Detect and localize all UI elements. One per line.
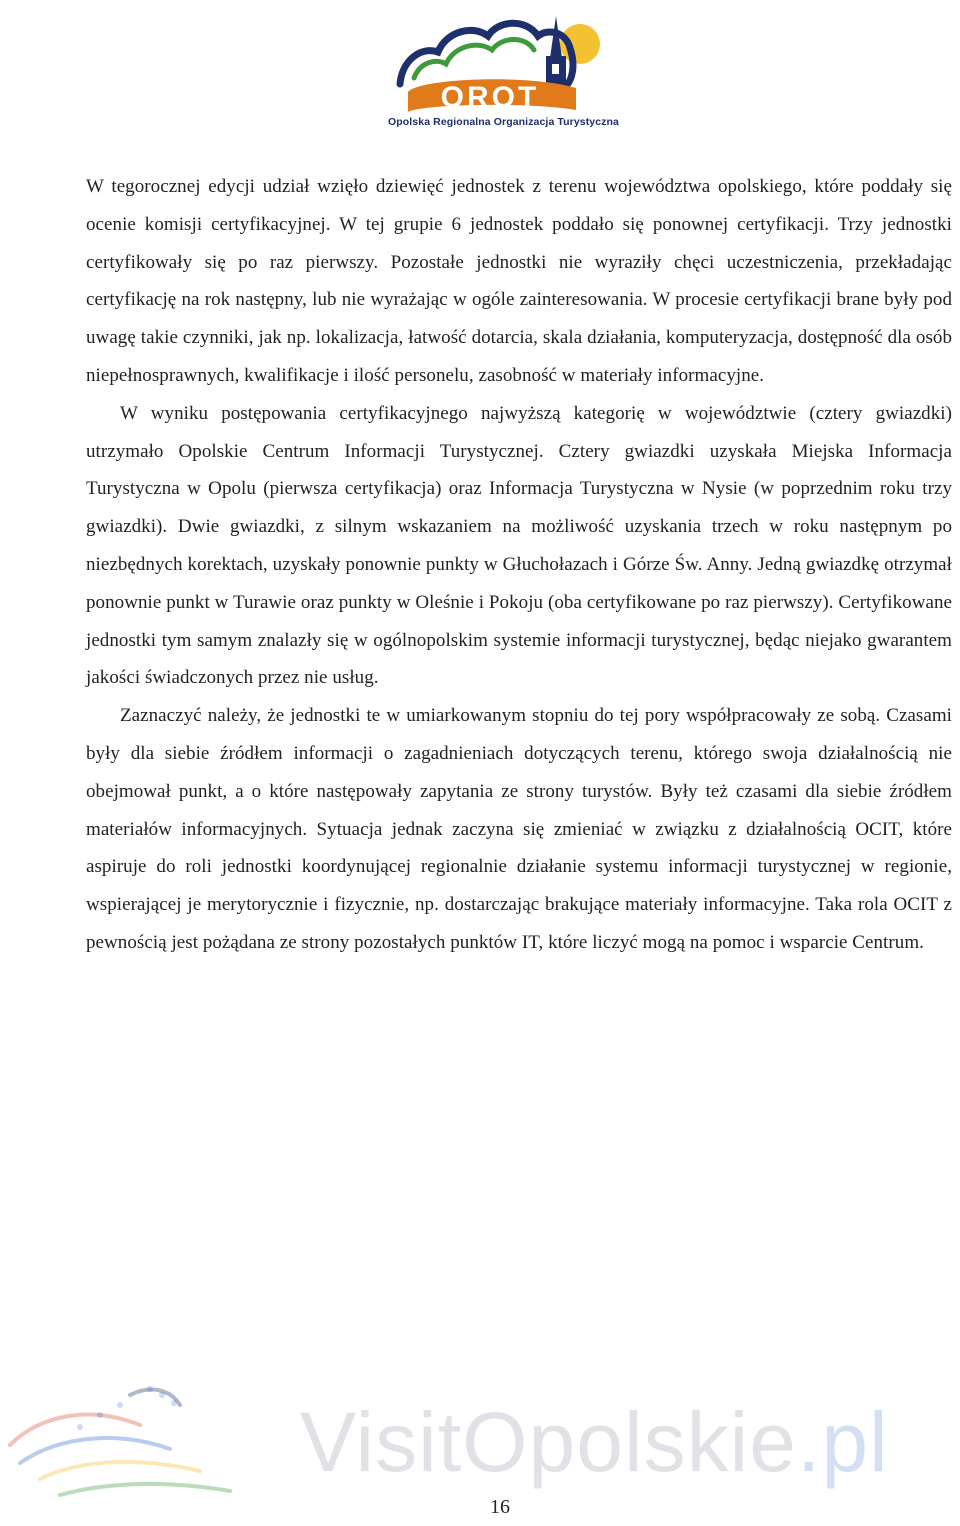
decorative-swirl-icon (0, 1375, 300, 1521)
paragraph: Zaznaczyć należy, że jednostki te w umiarkowanym stopniu do tej pory współpracowały ze sobą. Czasami były dla siebie źródłem informacji o zagadnieniach dotyczących terenu, którego swoja działalnością nie obejmował punkt, a o które następowały zapytania ze strony turystów. Były też czasami dla siebie źródłem materiałów informacyjnych. Sytuacja jednak zaczyna się zmieniać w związku z działalnością OCIT, które aspiruje do roli jednostki koordynującej regionalnie działanie systemu informacji turystycznej w regionie, wspierającej je merytorycznie i fizycznie, np. dostarczając brakujące materiały informacyjne. Taka rola OCIT z pewnością jest pożądana ze strony pozostałych punktów IT, które liczyć mogą na pomoc i wsparcie Centrum. (86, 705, 952, 953)
document-body (86, 168, 952, 962)
paragraph: W wyniku postępowania certyfikacyjnego najwyższą kategorię w województwie (cztery gwiazdki) utrzymało Opolskie Centrum Informacji Turystycznej. Cztery gwiazdki uzyskała Miejska Informacja Turystyczna w Opolu (pierwsza certyfikacja) oraz Informacja Turystyczna w Nysie (w poprzednim roku trzy gwiazdki). Dwie gwiazdki, z silnym wskazaniem na możliwość uzyskania trzech w roku następnym po niezbędnych korektach, uzyskały ponownie punkty w Głuchołazach i Górze Św. Anny. Jedną gwiazdkę otrzymał ponownie punkt w Turawie oraz punkty w Oleśnie i Pokoju (oba certyfikowane po raz pierwszy). Certyfikowane jednostki tym samym znalazły się w ogólnopolskim systemie informacji turystycznej, będąc niejako gwarantem jakości świadczonych przez nie usług. (86, 402, 952, 689)
watermark-text: VisitOpolskie.pl (300, 1395, 889, 1489)
logo-wordmark: OROT (440, 81, 540, 114)
green-swoosh (414, 40, 534, 79)
paragraph: W tegorocznej edycji udział wzięło dziewięć jednostek z terenu województwa opolskiego, które poddały się ocenie komisji certyfikacyjnej. W tej grupie 6 jednostek poddało się ponownej certyfikacji. Trzy jednostki certyfikowały się po raz pierwszy. Pozostałe jednostki nie wyraziły chęci uczestniczenia, przekładając certyfikację na rok następny, lub nie wyrażając w ogóle zainteresowania. W procesie certyfikacji brane były pod uwagę takie czynniki, jak np. lokalizacja, łatwość dotarcia, skala działania, komputeryzacja, dostępność dla osób niepełnosprawnych, kwalifikacje i ilość personelu, zasobność w materiały informacyjne. (86, 176, 952, 386)
orot-logo (380, 6, 650, 134)
orot-logo-graphic (380, 6, 650, 134)
logo-caption: Opolska Regionalna Organizacja Turystyczna (388, 116, 619, 128)
page-number: 16 (490, 1496, 510, 1518)
